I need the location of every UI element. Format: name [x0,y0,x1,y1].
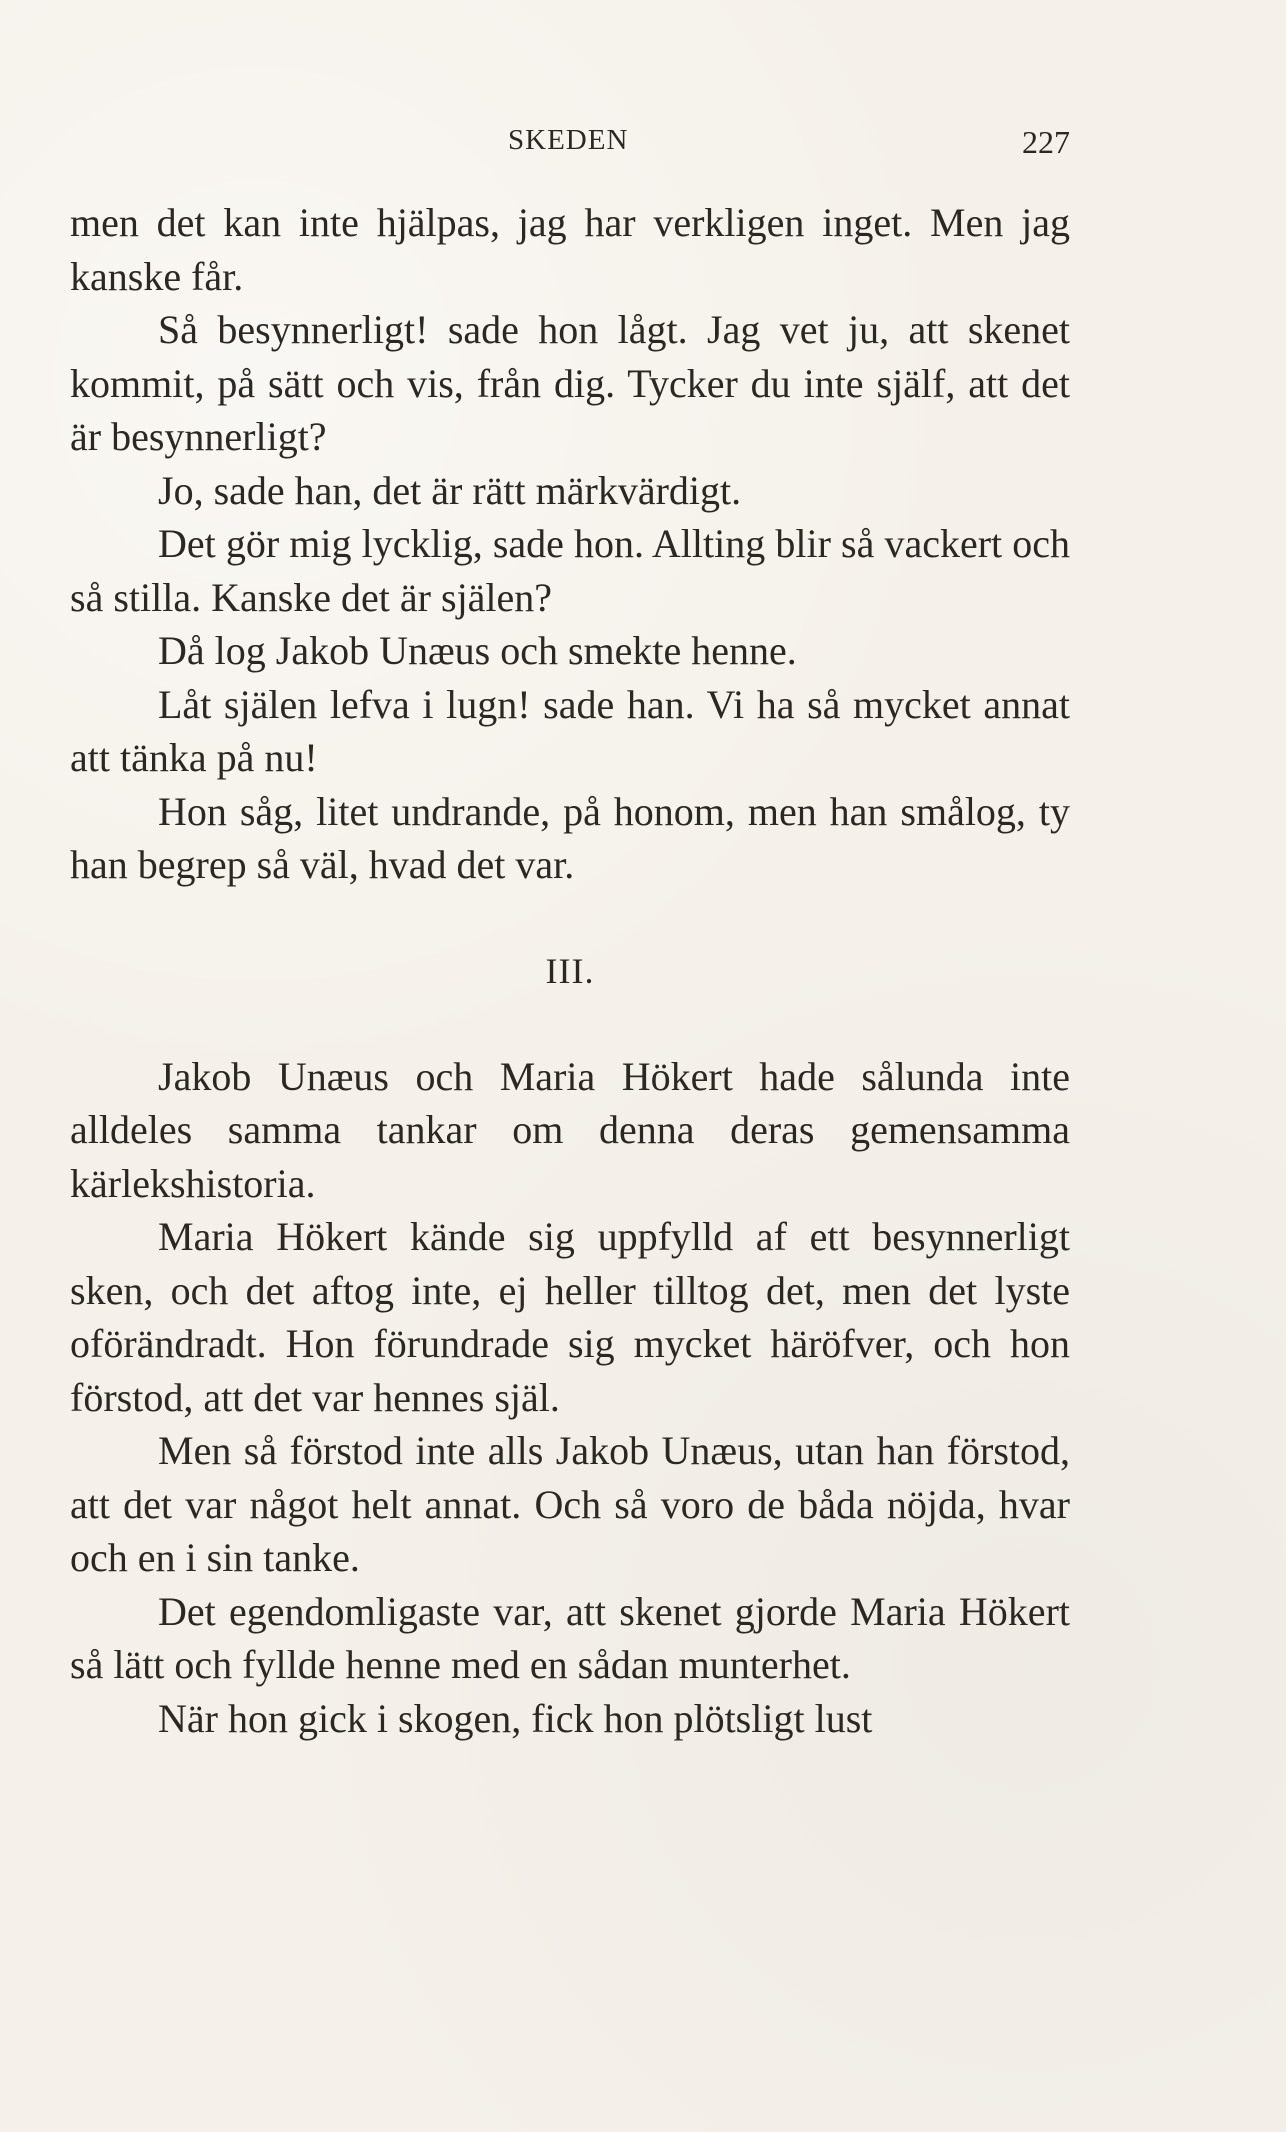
page-number: 227 [1022,124,1070,160]
paragraph-10: Men så förstod inte alls Jakob Unæus, utan han förstod, att det var något helt annat. Och så voro de båda nöjda, hvar och en i sin tanke. [70,1428,1070,1580]
running-head [70,124,1070,166]
paragraph-3: Jo, sade han, det är rätt märkvärdigt. [158,467,742,513]
paragraph-12: När hon gick i skogen, fick hon plötsligt lust [158,1695,873,1741]
paragraph-7: Hon såg, litet undrande, på honom, men han smålog, ty han begrep så väl, hvad det var. [70,788,1070,887]
paragraph-6: Låt själen lefva i lugn! sade han. Vi ha så mycket annat att tänka på nu! [70,681,1070,780]
paragraph-9: Maria Hökert kände sig uppfylld af ett besynnerligt sken, och det aftog inte, ej heller tilltog det, men det lyste oförändradt. Hon förundrade sig mycket häröfver, och hon förstod, att det var hennes själ. [70,1214,1070,1420]
body-text [70,196,1070,1745]
paragraph-11: Det egendomligaste var, att skenet gjorde Maria Hökert så lätt och fyllde henne med en sådan munterhet. [70,1588,1070,1687]
section-heading: III. [545,950,595,991]
paragraph-2: Så besynnerligt! sade hon lågt. Jag vet ju, att skenet kommit, på sätt och vis, från dig. Tycker du inte själf, att det är besynnerligt? [70,307,1070,459]
running-title: SKEDEN [508,124,629,156]
paragraph-4: Det gör mig lycklig, sade hon. Allting blir så vackert och så stilla. Kanske det är själen? [70,521,1070,620]
paragraph-1: men det kan inte hjälpas, jag har verkligen inget. Men jag kanske får. [70,200,1070,299]
paragraph-8: Jakob Unæus och Maria Hökert hade sålunda inte alldeles samma tankar om denna deras gemensamma kärlekshistoria. [70,1053,1070,1206]
paragraph-5: Då log Jakob Unæus och smekte henne. [158,628,797,673]
